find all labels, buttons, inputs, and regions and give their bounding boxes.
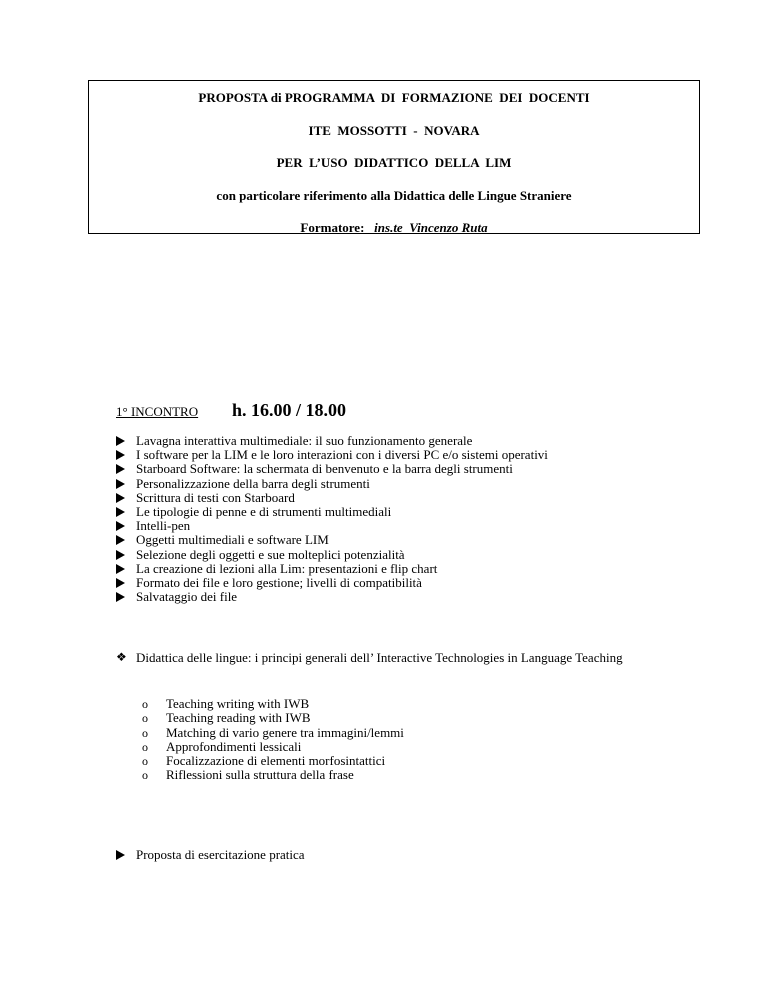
- list-item: Starboard Software: la schermata di benvenuto e la barra degli strumenti: [116, 462, 716, 476]
- arrow-bullet-icon: [116, 448, 128, 463]
- program-title: PROPOSTA di PROGRAMMA DI FORMAZIONE DEI DOCENTI: [198, 90, 590, 105]
- arrow-bullet-icon: [116, 462, 128, 477]
- school-name: ITE MOSSOTTI - NOVARA: [308, 123, 480, 138]
- circle-bullet-icon: o: [142, 697, 148, 711]
- list-item: Personalizzazione della barra degli strumenti: [116, 477, 716, 491]
- circle-bullet-icon: o: [142, 754, 148, 769]
- program-focus: con particolare riferimento alla Didattica delle Lingue Straniere: [216, 188, 572, 203]
- list-item: Scrittura di testi con Starboard: [116, 491, 716, 505]
- arrow-bullet-icon: [116, 562, 128, 577]
- arrow-bullet-icon: [116, 548, 128, 563]
- trainer-label: Formatore:: [300, 220, 365, 235]
- list-item: Salvataggio dei file: [116, 590, 716, 604]
- trainer-name: ins.te Vincenzo Ruta: [374, 220, 488, 235]
- diamond-bullet-icon: ❖: [116, 650, 127, 664]
- list-item: Intelli-pen: [116, 519, 716, 533]
- arrow-bullet-icon: [116, 477, 128, 492]
- list-item: I software per la LIM e le loro interazioni con i diversi PC e/o sistemi operativi: [116, 448, 716, 462]
- final-item: Proposta di esercitazione pratica: [136, 847, 305, 862]
- header-box: [88, 80, 700, 234]
- arrow-bullet-icon: [116, 519, 128, 534]
- list-item: Formato dei file e loro gestione; livelli di compatibilità: [116, 576, 716, 590]
- session-label: 1° INCONTRO: [116, 404, 199, 419]
- list-item: Oggetti multimediali e software LIM: [116, 533, 716, 547]
- list-item: Lavagna interattiva multimediale: il suo funzionamento generale: [116, 434, 716, 448]
- didattica-text: Didattica delle lingue: i principi generali dell’ Interactive Technologies in Language Teaching: [136, 650, 623, 665]
- topics-list: [116, 434, 716, 604]
- arrow-bullet-icon: [116, 848, 128, 863]
- trainer-line: [89, 220, 699, 236]
- session-heading: [116, 400, 616, 424]
- list-item: La creazione di lezioni alla Lim: presentazioni e flip chart: [116, 562, 716, 576]
- circle-bullet-icon: o: [142, 739, 148, 754]
- arrow-bullet-icon: [116, 491, 128, 506]
- list-item: [116, 848, 716, 862]
- session-time: h. 16.00 / 18.00: [232, 400, 347, 420]
- program-subject: PER L’USO DIDATTICO DELLA LIM: [276, 155, 512, 170]
- arrow-bullet-icon: [116, 533, 128, 548]
- final-list: [116, 848, 716, 862]
- circle-bullet-icon: o: [142, 725, 148, 740]
- didattica-section: [116, 649, 716, 666]
- circle-bullet-icon: o: [142, 711, 148, 726]
- arrow-bullet-icon: [116, 434, 128, 449]
- arrow-bullet-icon: [116, 590, 128, 605]
- list-item: Le tipologie di penne e di strumenti multimediali: [116, 505, 716, 519]
- list-item: Selezione degli oggetti e sue molteplici potenzialità: [116, 548, 716, 562]
- arrow-bullet-icon: [116, 576, 128, 591]
- arrow-bullet-icon: [116, 505, 128, 520]
- circle-bullet-icon: o: [142, 768, 148, 783]
